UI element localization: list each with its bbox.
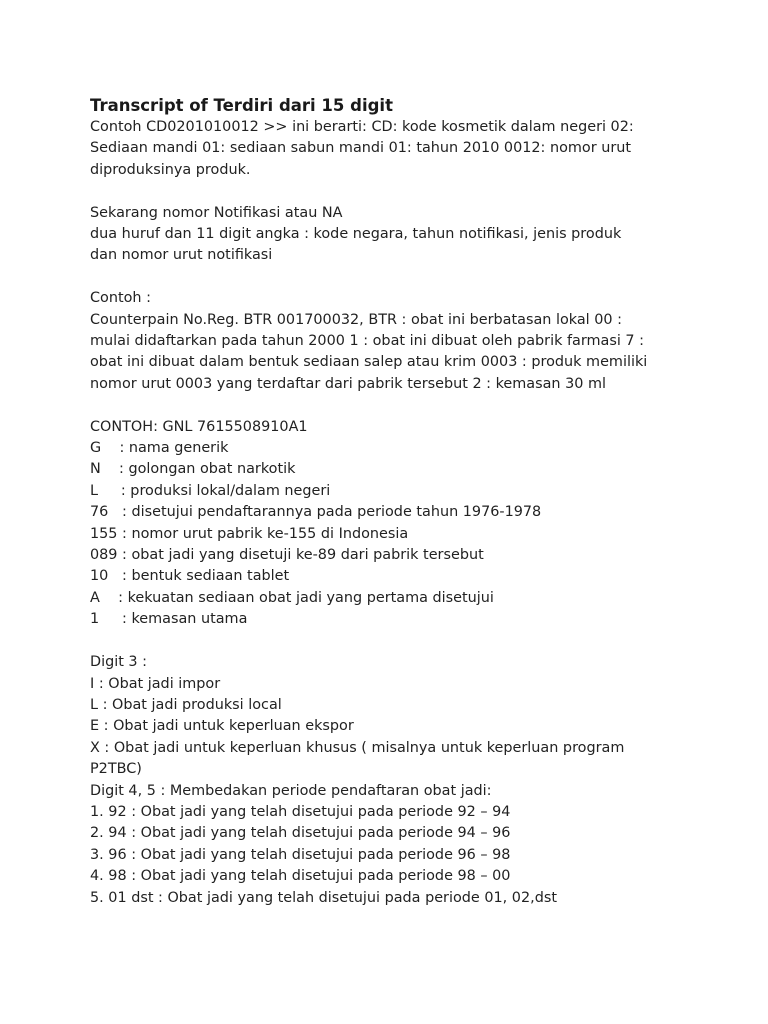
text-line: dua huruf dan 11 digit angka : kode negara, tahun notifikasi, jenis produk <box>90 226 622 243</box>
text-line: Digit 3 : <box>90 654 148 671</box>
text-line: 1 : kemasan utama <box>90 611 248 628</box>
text-line: L : produksi lokal/dalam negeri <box>90 482 331 499</box>
text-line: diproduksinya produk. <box>90 161 251 178</box>
text-line: 089 : obat jadi yang disetuji ke-89 dari pabrik tersebut <box>90 547 484 564</box>
text-line: N : golongan obat narkotik <box>90 461 296 478</box>
text-line: A : kekuatan sediaan obat jadi yang pertama disetujui <box>90 589 494 606</box>
text-line: dan nomor urut notifikasi <box>90 247 273 264</box>
text-line: 5. 01 dst : Obat jadi yang telah disetujui pada periode 01, 02,dst <box>90 889 557 906</box>
blank-line <box>90 267 690 288</box>
text-line: 4. 98 : Obat jadi yang telah disetujui pada periode 98 – 00 <box>90 868 511 885</box>
text-line: I : Obat jadi impor <box>90 675 221 692</box>
text-line: Sekarang nomor Notifikasi atau NA <box>90 204 343 221</box>
blank-line <box>90 631 690 652</box>
text-line: 3. 96 : Obat jadi yang telah disetujui pada periode 96 – 98 <box>90 846 511 863</box>
text-line: L : Obat jadi produksi local <box>90 696 282 713</box>
text-line: 155 : nomor urut pabrik ke-155 di Indonesia <box>90 525 409 542</box>
text-line: Contoh CD0201010012 >> ini berarti: CD: kode kosmetik dalam negeri 02: <box>90 119 634 135</box>
text-line: Contoh : <box>90 290 151 307</box>
text-line: 10 : bentuk sediaan tablet <box>90 568 290 585</box>
text-line: 1. 92 : Obat jadi yang telah disetujui pada periode 92 – 94 <box>90 803 511 820</box>
text-line: 76 : disetujui pendaftarannya pada periode tahun 1976-1978 <box>90 504 542 521</box>
document-page <box>90 96 690 909</box>
text-line: obat ini dibuat dalam bentuk sediaan salep atau krim 0003 : produk memiliki <box>90 354 648 371</box>
text-line: G : nama generik <box>90 440 229 457</box>
text-line: Counterpain No.Reg. BTR 001700032, BTR : obat ini berbatasan lokal 00 : <box>90 311 622 328</box>
text-line: E : Obat jadi untuk keperluan ekspor <box>90 718 354 735</box>
text-line: Digit 4, 5 : Membedakan periode pendaftaran obat jadi: <box>90 782 492 799</box>
text-line: P2TBC) <box>90 761 142 778</box>
text-line: Sediaan mandi 01: sediaan sabun mandi 01: tahun 2010 0012: nomor urut <box>90 140 632 157</box>
text-line: mulai didaftarkan pada tahun 2000 1 : obat ini dibuat oleh pabrik farmasi 7 : <box>90 333 645 350</box>
blank-line <box>90 181 690 202</box>
text-line: X : Obat jadi untuk keperluan khusus ( misalnya untuk keperluan program <box>90 739 625 756</box>
blank-line <box>90 395 690 416</box>
text-line: nomor urut 0003 yang terdaftar dari pabrik tersebut 2 : kemasan 30 ml <box>90 375 607 392</box>
document-body <box>90 117 690 909</box>
text-line: CONTOH: GNL 7615508910A1 <box>90 418 308 435</box>
text-line: 2. 94 : Obat jadi yang telah disetujui pada periode 94 – 96 <box>90 825 511 842</box>
document-title: Transcript of Terdiri dari 15 digit <box>90 96 393 115</box>
